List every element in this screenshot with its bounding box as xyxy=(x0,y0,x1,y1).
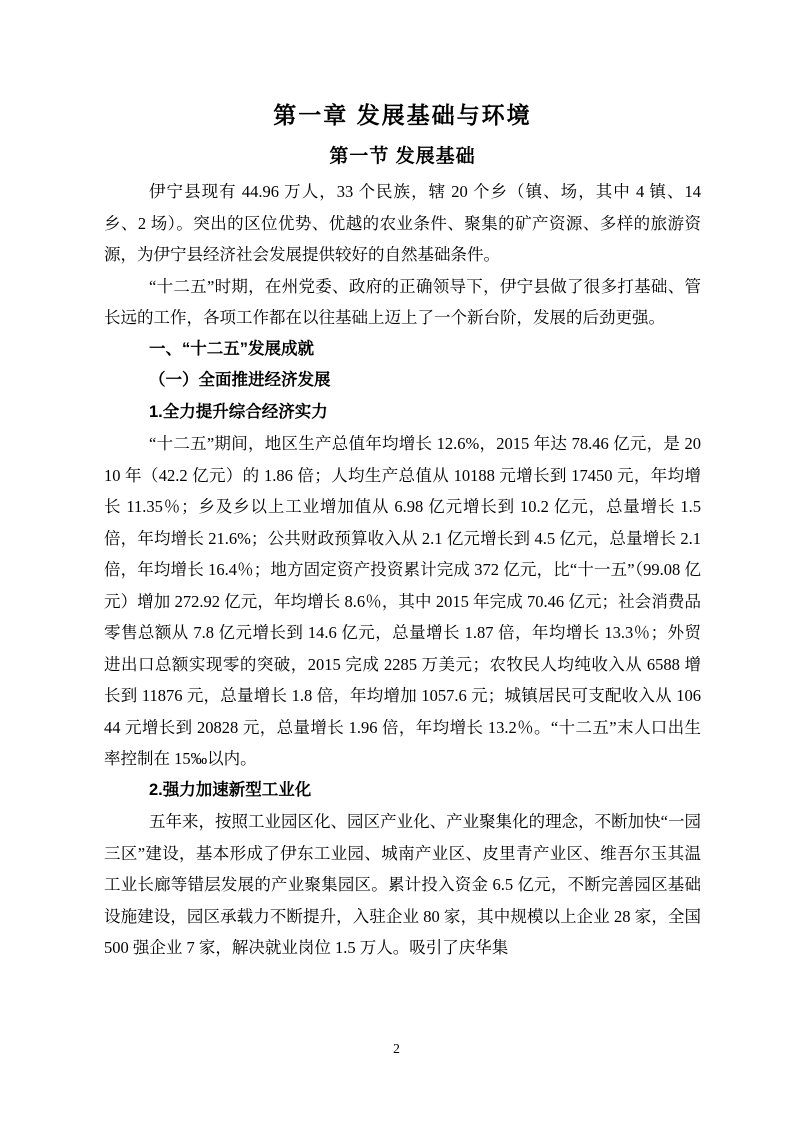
heading-shierwu-achievements: 一、“十二五”发展成就 xyxy=(149,339,314,358)
heading-economic-development: （一）全面推进经济发展 xyxy=(149,371,331,389)
heading-comprehensive-economic-strength: 1.全力提升综合经济实力 xyxy=(149,402,328,421)
paragraph-economic-statistics: “十二五”期间，地区生产总值年均增长 12.6%，2015 年达 78.46 亿元，是 2010 年（42.2 亿元）的 1.86 倍；人均生产总值从 10188 元增长到 17450 元，年均增长 11.35％；乡及乡以上工业增加值从 6.98 亿元增长到 10.2 亿元，总量增长 1.5 倍，年均增长 21.6%；公共财政预算收入从 2.1 亿元增长到 4.5 亿元，总量增长 2.1 倍，年均增长 16.4％；地方固定资产投资累计完成 372 亿元，比“十一五”（99.08 亿元）增加 272.92 亿元，年均增长 8.6％，其中 2015 年完成 70.46 亿元；社会消费品零售总额从 7.8 亿元增长到 14.6 亿元，总量增长 1.87 倍，年均增长 13.3％；外贸进出口总额实现零的突破，2015 完成 2285 万美元；农牧民人均纯收入从 6588 增长到 11876 元，总量增长 1.8 倍，年均增加 1057.6 元；城镇居民可支配收入从 10644 元增长到 20828 元，总量增长 1.96 倍，年均增长 13.2％。“十二五”末人口出生率控制在 15‰以内。 xyxy=(104,434,701,768)
page-number: 2 xyxy=(393,1041,400,1056)
section-title: 第一节 发展基础 xyxy=(329,146,476,167)
paragraph-shierwu-period: “十二五”时期，在州党委、政府的正确领导下，伊宁县做了很多打基础、管长远的工作，各项工作都在以往基础上迈上了一个新台阶，发展的后劲更强。 xyxy=(104,276,701,327)
paragraph-county-overview: 伊宁县现有 44.96 万人，33 个民族，辖 20 个乡（镇、场，其中 4 镇、14 乡、2 场）。突出的区位优势、优越的农业条件、聚集的矿产资源、多样的旅游资源，为伊宁县经济社会发展提供较好的自然基础条件。 xyxy=(104,182,701,264)
chapter-title: 第一章 发展基础与环境 xyxy=(273,102,532,128)
heading-new-industrialization: 2.强力加速新型工业化 xyxy=(149,780,312,799)
paragraph-industrial-parks: 五年来，按照工业园区化、园区产业化、产业聚集化的理念，不断加快“一园三区”建设，基本形成了伊东工业园、城南产业区、皮里青产业区、维吾尔玉其温工业长廊等错层发展的产业聚集园区。累计投入资金 6.5 亿元，不断完善园区基础设施建设，园区承载力不断提升，入驻企业 80 家，其中规模以上企业 28 家，全国 500 强企业 7 家，解决就业岗位 1.5 万人。吸引了庆华集 xyxy=(104,812,702,957)
